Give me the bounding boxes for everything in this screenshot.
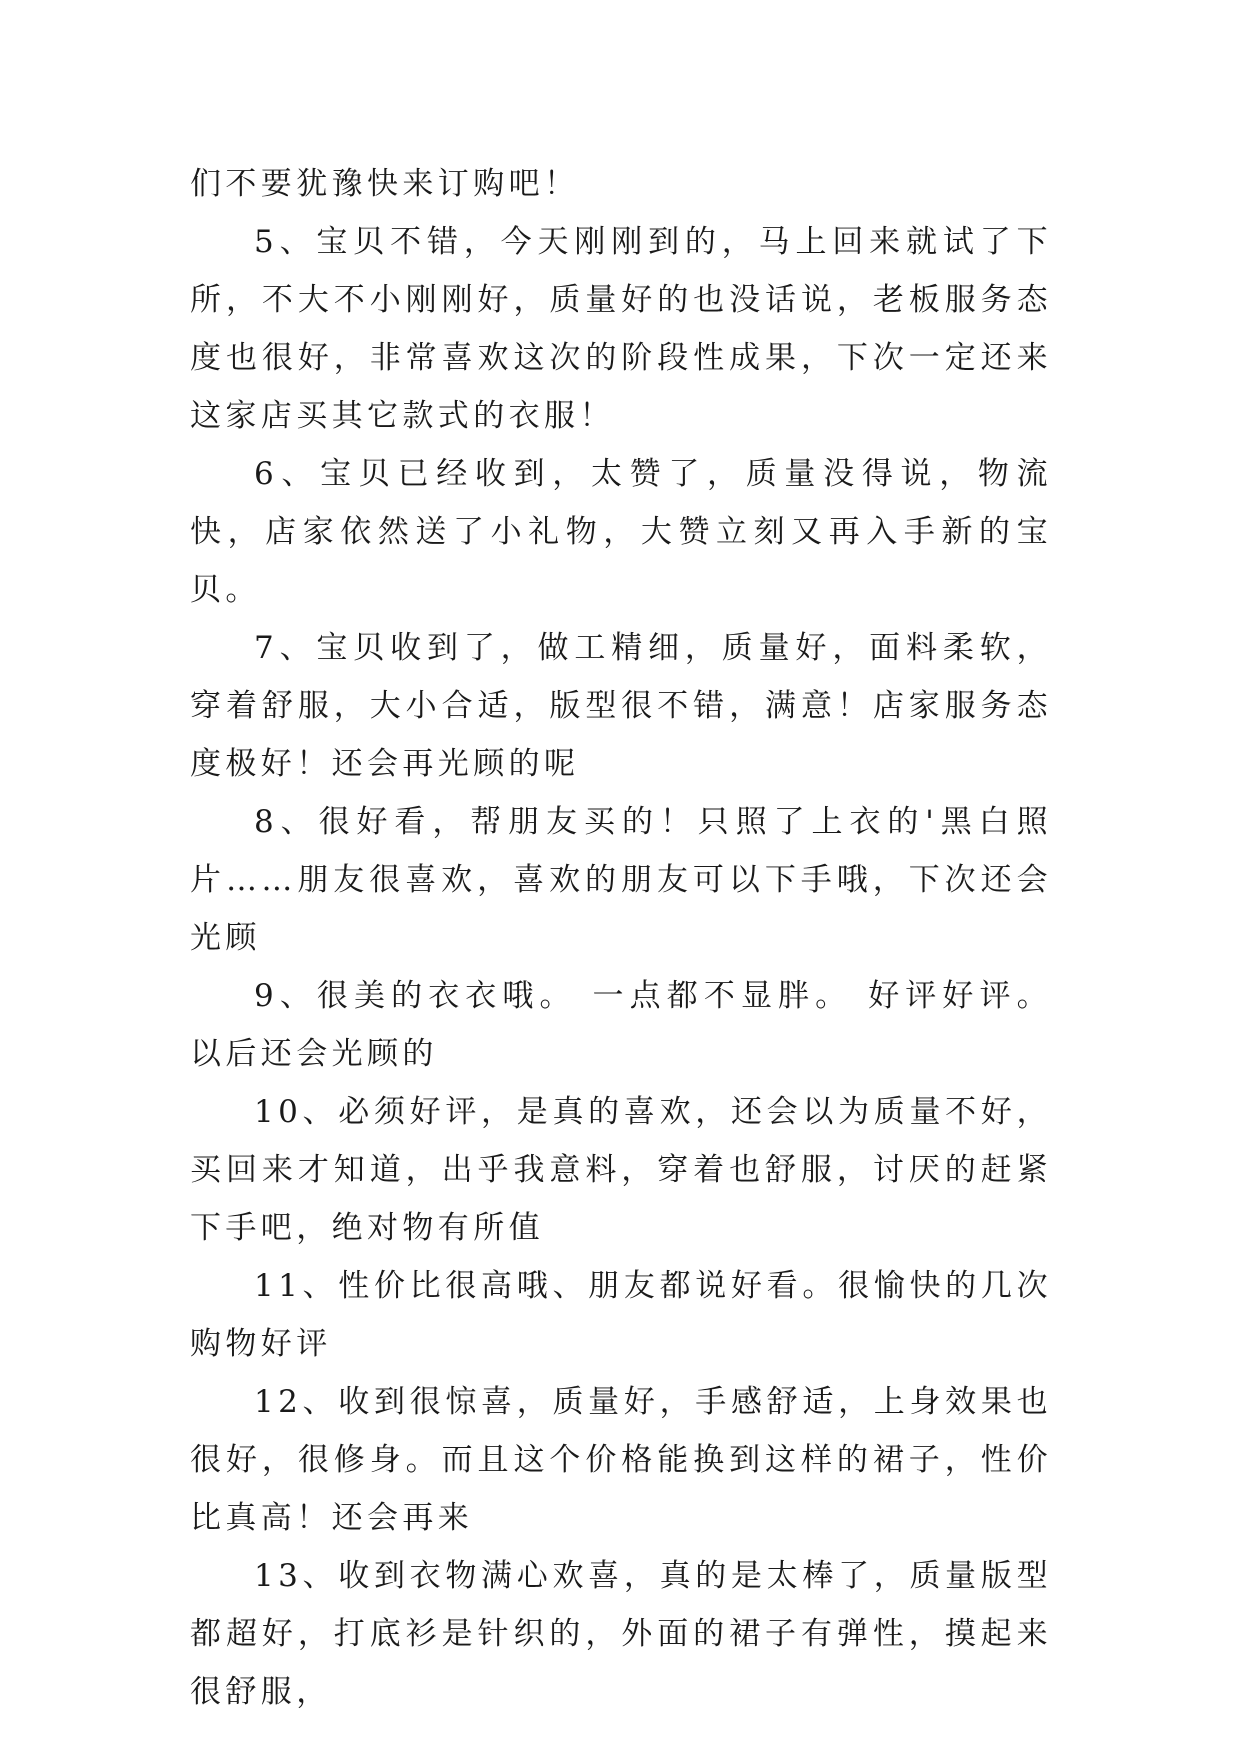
paragraph: 13、收到衣物满心欢喜，真的是太棒了，质量版型都超好，打底衫是针织的，外面的裙子有弹性，摸起来很舒服， xyxy=(190,1558,1052,1710)
paragraph: 12、收到很惊喜，质量好，手感舒适，上身效果也很好，很修身。而且这个价格能换到这样的裙子，性价比真高！还会再来 xyxy=(190,1384,1052,1536)
paragraph: 们不要犹豫快来订购吧！ xyxy=(190,166,580,202)
paragraph: 5、宝贝不错，今天刚刚到的，马上回来就试了下所，不大不小刚刚好，质量好的也没话说，老板服务态度也很好，非常喜欢这次的阶段性成果，下次一定还来这家店买其它款式的衣服！ xyxy=(190,224,1052,434)
paragraph: 9、很美的衣衣哦。 一点都不显胖。 好评好评。 以后还会光顾的 xyxy=(190,978,1052,1072)
paragraph: 8、很好看，帮朋友买的！只照了上衣的'黑白照片……朋友很喜欢，喜欢的朋友可以下手哦，下次还会光顾 xyxy=(190,804,1052,956)
paragraph: 6、宝贝已经收到，太赞了，质量没得说，物流快，店家依然送了小礼物，大赞立刻又再入手新的宝贝。 xyxy=(190,456,1052,608)
document-body xyxy=(190,155,1052,1721)
paragraph: 11、性价比很高哦、朋友都说好看。很愉快的几次购物好评 xyxy=(190,1268,1052,1362)
paragraph: 7、宝贝收到了，做工精细，质量好，面料柔软，穿着舒服，大小合适，版型很不错，满意！店家服务态度极好！还会再光顾的呢 xyxy=(190,630,1052,782)
paragraph: 10、必须好评，是真的喜欢，还会以为质量不好，买回来才知道，出乎我意料，穿着也舒服，讨厌的赶紧下手吧，绝对物有所值 xyxy=(190,1094,1052,1246)
